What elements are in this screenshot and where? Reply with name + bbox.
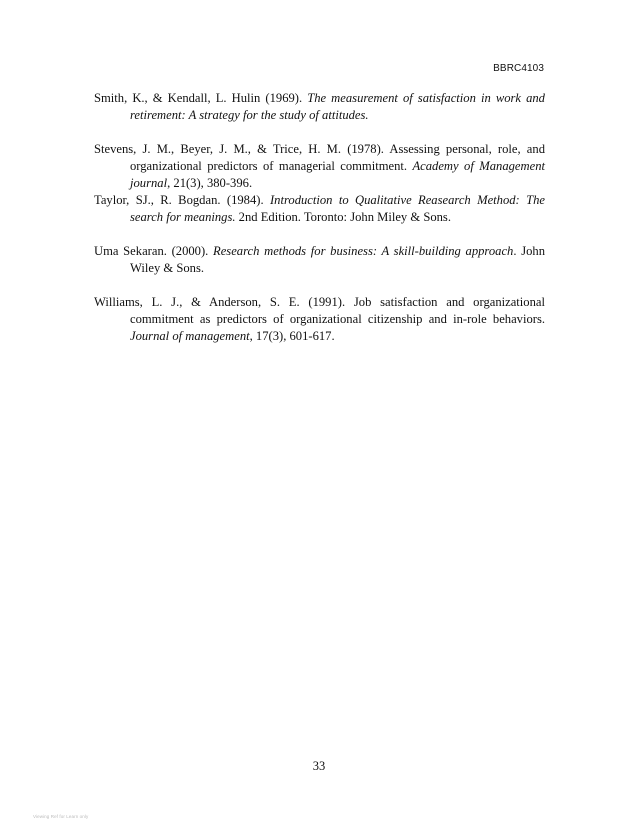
reference-source: 2nd Edition. Toronto: John Miley & Sons. xyxy=(235,210,451,224)
reference-list xyxy=(94,90,545,345)
reference-entry-smith xyxy=(94,90,545,124)
reference-title: Introduction to Qualitative Reasearch Method: The search for meanings. xyxy=(130,193,545,224)
reference-authors: Smith, K., & Kendall, L. Hulin (1969). xyxy=(94,91,308,105)
reference-source: . John Wiley & Sons. xyxy=(130,244,545,275)
reference-source: , 17(3), 601-617. xyxy=(249,329,335,343)
watermark-text: Viewing Ref for Learn only xyxy=(33,814,89,819)
reference-title: The measurement of satisfaction in work and retirement: A strategy for the study of attitudes. xyxy=(130,91,545,122)
reference-authors: Taylor, SJ., R. Bogdan. (1984). xyxy=(94,193,270,207)
reference-authors: Uma Sekaran. (2000). xyxy=(94,244,214,258)
reference-authors: Stevens, J. M., Beyer, J. M., & Trice, H. M. (1978). Assessing personal, role, and organizational predictors of managerial commitment. xyxy=(94,142,545,173)
reference-entry-williams xyxy=(94,294,545,345)
course-code-header: BBRC4103 xyxy=(493,63,544,74)
page-number: 33 xyxy=(312,759,326,773)
reference-entry-taylor xyxy=(94,192,545,226)
reference-title: Academy of Management journal xyxy=(130,159,545,190)
reference-authors: Williams, L. J., & Anderson, S. E. (1991). Job satisfaction and organizational commitment as predictors of organizational citizenship and in-role behaviors. xyxy=(94,295,545,326)
reference-entry-stevens xyxy=(94,141,545,192)
reference-title: Research methods for business: A skill-building approach xyxy=(213,244,514,258)
reference-title: Journal of management xyxy=(130,329,250,343)
reference-entry-sekaran xyxy=(94,243,545,277)
reference-source: , 21(3), 380-396. xyxy=(167,176,253,190)
